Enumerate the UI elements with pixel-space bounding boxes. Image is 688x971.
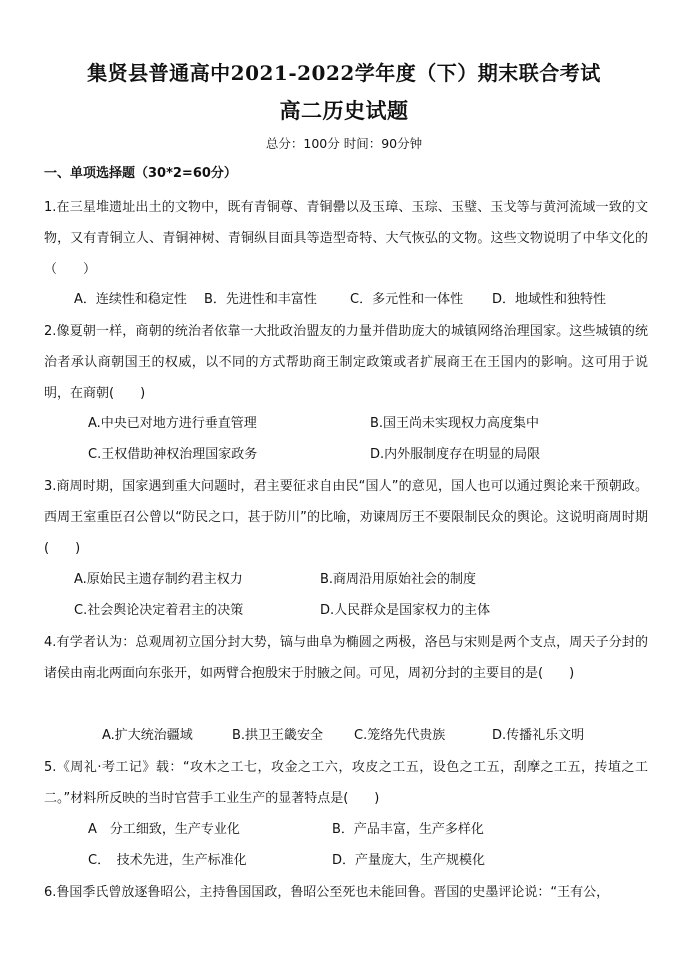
question-2-option-b: B.国王尚未实现权力高度集中 [370, 416, 540, 431]
question-3-stem: 3.商周时期，国家遇到重大问题时，君主要征求自由民“国人”的意见，国人也可以通过舆论来干预朝政。西周王室重臣召公曾以“防民之口，甚于防川”的比喻，劝谏周厉王不要限制民众的舆论。这说明商周时期( ) [44, 479, 648, 556]
question-5-option-c: C． 技术先进，生产标准化 [88, 853, 247, 868]
question-6-stem: 6.鲁国季氏曾放逐鲁昭公，主持鲁国国政，鲁昭公至死也未能回鲁。晋国的史墨评论说：“王有公， [44, 885, 610, 900]
exam-meta: 总分：100分 时间：90分钟 [265, 136, 423, 151]
question-2-option-a: A.中央已对地方进行垂直管理 [88, 416, 257, 431]
exam-subtitle: 高二历史试题 [279, 98, 409, 123]
question-4-option-c: C.笼络先代贵族 [354, 728, 446, 743]
question-3-option-b: B.商周沿用原始社会的制度 [320, 572, 477, 587]
question-5-option-a: A 分工细致，生产专业化 [88, 822, 240, 837]
question-2-option-c: C.王权借助神权治理国家政务 [88, 447, 258, 462]
question-3-option-d: D.人民群众是国家权力的主体 [320, 603, 491, 618]
question-4-stem: 4.有学者认为：总观周初立国分封大势，镐与曲阜为椭圆之两极，洛邑与宋则是两个支点，周天子分封的诸侯由南北两面向东张开，如两臂合抱殷宋于肘腋之间。可见，周初分封的主要目的是( ) [44, 635, 648, 681]
exam-title: 集贤县普通高中2021-2022学年度（下）期末联合考试 [87, 61, 601, 85]
question-4-option-d: D.传播礼乐文明 [492, 728, 585, 743]
question-5-option-d: D．产量庞大，生产规模化 [332, 853, 486, 868]
question-2-stem: 2.像夏朝一样，商朝的统治者依靠一大批政治盟友的力量并借助庞大的城镇网络治理国家。这些城镇的统治者承认商朝国王的权威，以不同的方式帮助商王制定政策或者扩展商王在王国内的影响。这可用于说明，在商朝( ) [44, 324, 648, 401]
question-5-option-b: B．产品丰富，生产多样化 [332, 822, 484, 837]
question-3-option-c: C.社会舆论决定着君主的决策 [74, 603, 244, 618]
question-2-option-d: D.内外服制度存在明显的局限 [370, 447, 541, 462]
section-title: 一、单项选择题（30*2=60分） [44, 166, 237, 181]
question-1-option-a: A．连续性和稳定性 [74, 292, 187, 307]
question-3-option-a: A.原始民主遗存制约君主权力 [74, 572, 243, 587]
question-1-option-b: B．先进性和丰富性 [204, 292, 317, 307]
question-5-stem: 5.《周礼·考工记》载：“攻木之工七，攻金之工六，攻皮之工五，设色之工五，刮摩之工五，抟埴之工二。”材料所反映的当时官营手工业生产的显著特点是( ) [44, 760, 648, 806]
question-4-option-b: B.拱卫王畿安全 [232, 728, 324, 743]
question-1-option-d: D．地域性和独特性 [492, 292, 607, 307]
question-1-option-c: C．多元性和一体性 [350, 292, 464, 307]
question-1-stem: 1.在三星堆遗址出土的文物中，既有青铜尊、青铜罍以及玉璋、玉琮、玉璧、玉戈等与黄河流域一致的文物，又有青铜立人、青铜神树、青铜纵目面具等造型奇特、大气恢弘的文物。这些文物说明了中华文化的（ ） [44, 200, 648, 277]
question-4-option-a: A.扩大统治疆域 [102, 728, 193, 743]
